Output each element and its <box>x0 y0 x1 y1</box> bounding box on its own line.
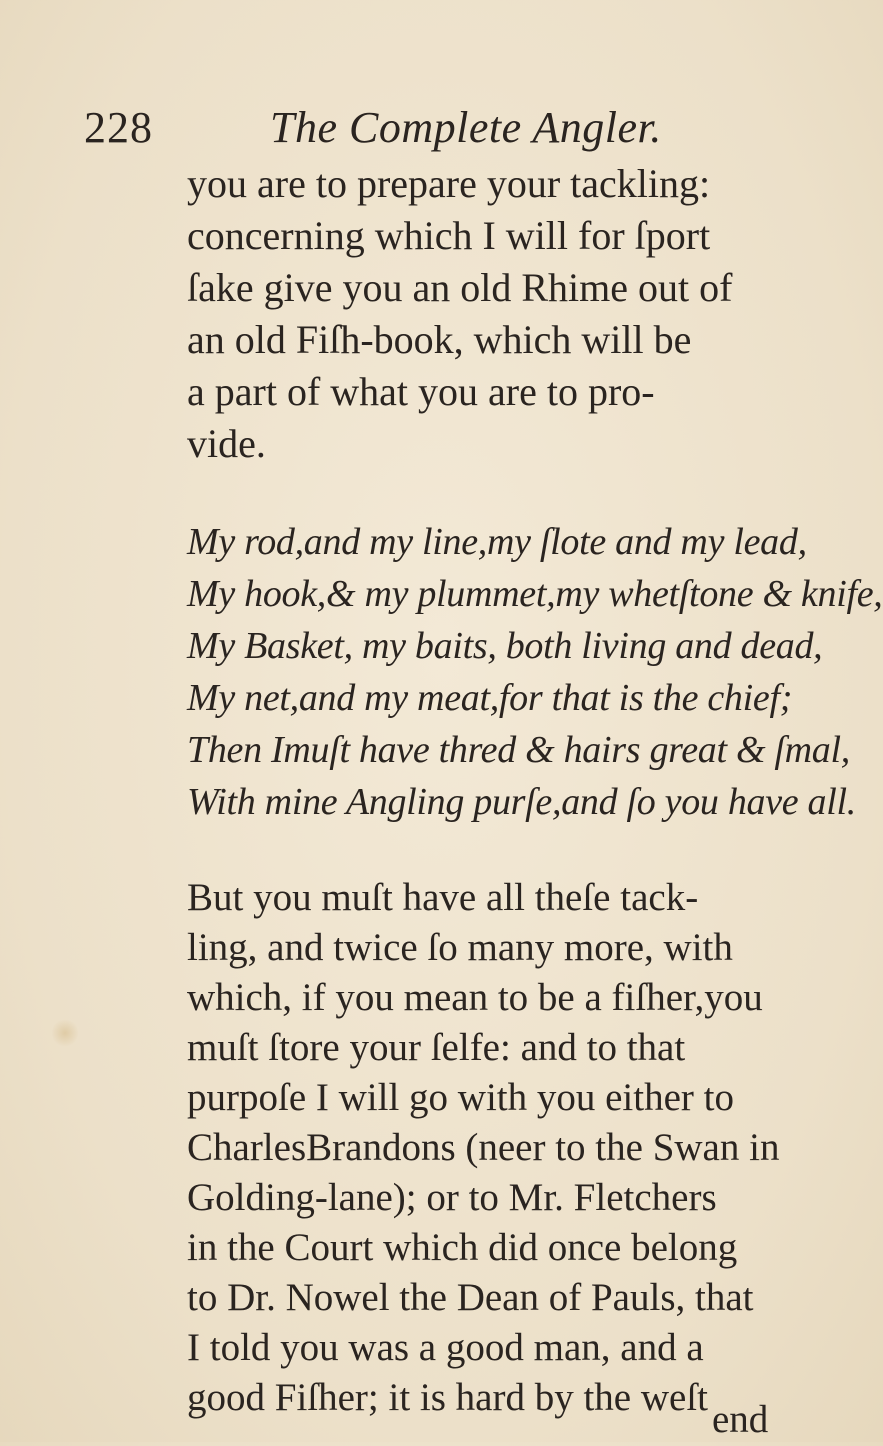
catchword: end <box>712 1398 769 1441</box>
text-line: Golding-lane); or to Mr. Fletchers <box>187 1176 717 1219</box>
text-line: which, if you mean to be a fiſher,you <box>187 976 763 1019</box>
verse-line: My hook,& my plummet,my whetſtone & knife, <box>187 573 883 615</box>
page-number: 228 <box>84 103 153 152</box>
text-line: ling, and twice ſo many more, with <box>187 926 733 969</box>
text-line: vide. <box>187 421 266 466</box>
verse-line: My net,and my meat,for that is the chief; <box>187 677 793 719</box>
text-line: I told you was a good man, and a <box>187 1326 704 1369</box>
text-line: in the Court which did once belong <box>187 1226 738 1269</box>
text-line: good Fiſher; it is hard by the weſt <box>187 1376 709 1419</box>
verse-line: My rod,and my line,my ſlote and my lead, <box>187 521 807 563</box>
text-line: But you muſt have all theſe tack- <box>187 876 699 919</box>
text-line: muſt ſtore your ſelfe: and to that <box>187 1026 686 1069</box>
text-line: to Dr. Nowel the Dean of Pauls, that <box>187 1276 754 1319</box>
verse-line: My Basket, my baits, both living and dead, <box>187 625 823 667</box>
running-title: The Complete Angler. <box>270 103 662 152</box>
text-line: ſake give you an old Rhime out of <box>187 265 733 310</box>
text-line: a part of what you are to pro- <box>187 369 655 414</box>
text-line: an old Fiſh-book, which will be <box>187 317 692 362</box>
verse-line: With mine Angling purſe,and ſo you have all. <box>187 781 856 823</box>
text-line: you are to prepare your tackling: <box>187 161 711 206</box>
text-line: CharlesBrandons (neer to the Swan in <box>187 1126 780 1169</box>
paper-stain <box>52 1018 78 1048</box>
verse-line: Then Imuſt have thred & hairs great & ſmal, <box>187 729 850 771</box>
text-line: purpoſe I will go with you either to <box>187 1076 734 1119</box>
text-line: concerning which I will for ſport <box>187 213 711 258</box>
page-header <box>84 96 780 160</box>
